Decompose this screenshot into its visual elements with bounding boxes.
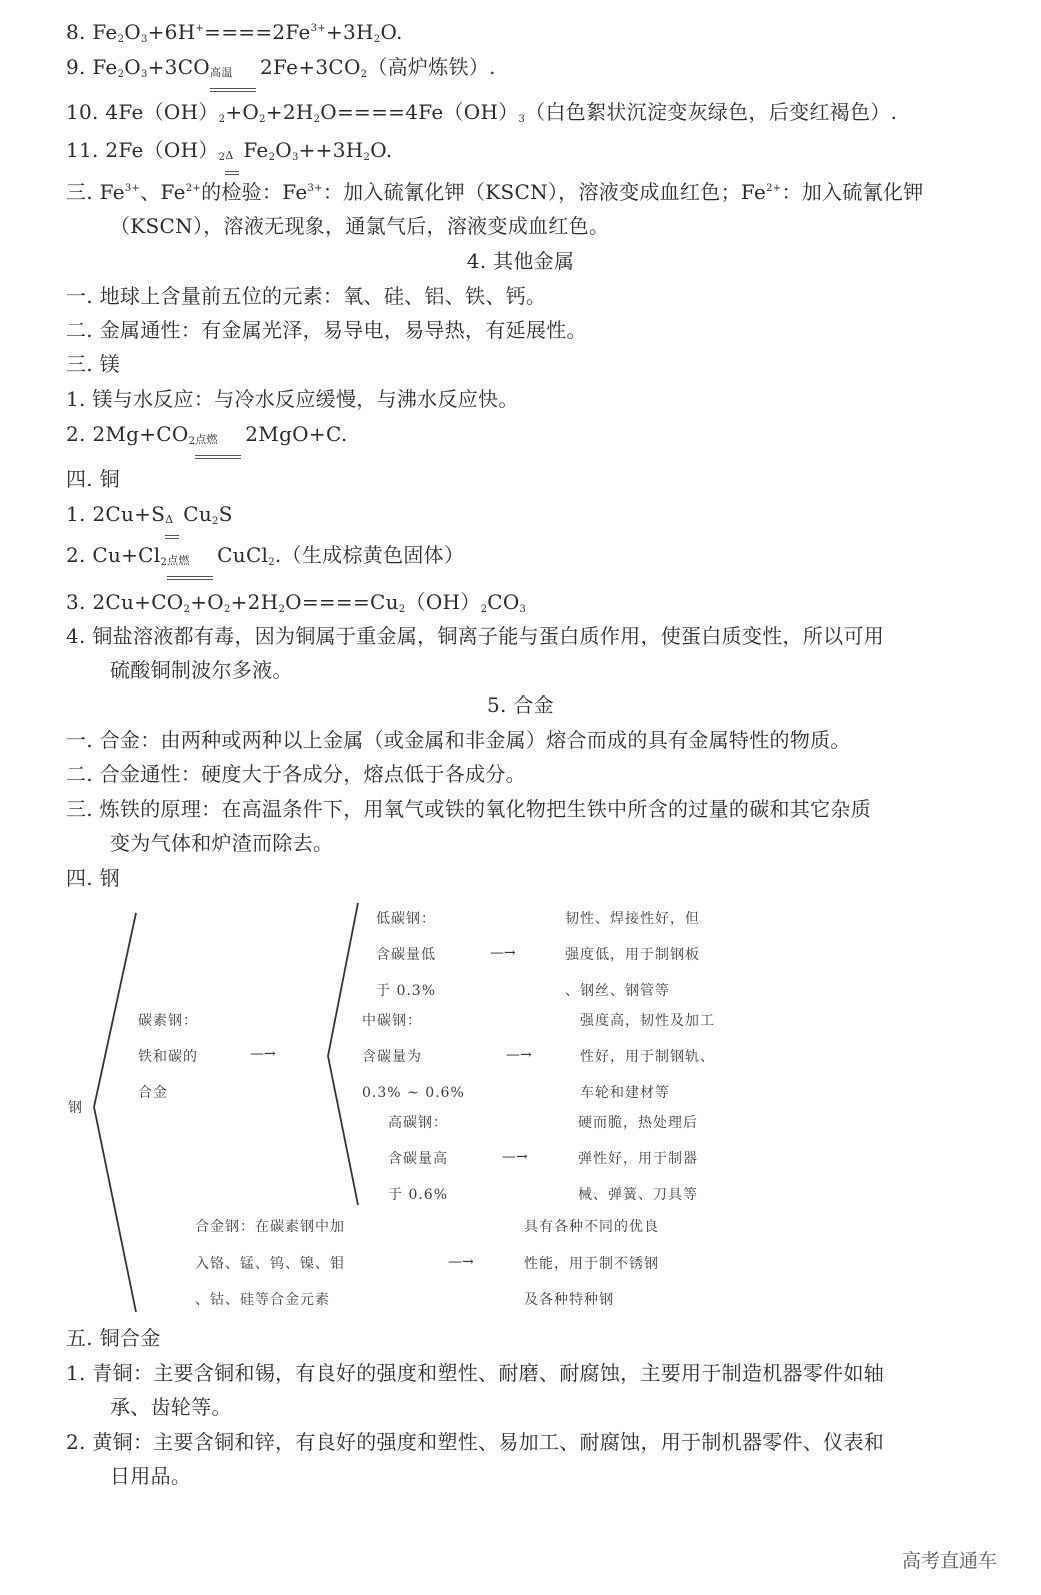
alloy-item-2: 二. 合金通性：硬度大于各成分，熔点低于各成分。 [66, 762, 526, 786]
arrow-icon: —→ [506, 1047, 532, 1063]
alloy-steel-2: 入铬、锰、钨、镍、钼 [195, 1256, 345, 1272]
carbon-steel-label-3: 合金 [138, 1085, 168, 1101]
mid-carbon-2: 含碳量为 [362, 1049, 422, 1065]
high-carbon-2: 含碳量高 [388, 1151, 448, 1167]
mid-carbon-3: 0.3% ~ 0.6% [362, 1085, 465, 1101]
cu-item-1: 1. 2Cu+SΔ $Cu_2S$ [66, 501, 233, 533]
alloy-item-1: 一. 合金：由两种或两种以上金属（或金属和非金属）熔合而成的具有金属特性的物质。 [66, 728, 851, 752]
cu-item-2: 2. $Cu+Cl_2$点燃 CuCl$_2$.（生成棕黄色固体） [66, 542, 464, 574]
carbon-steel-label-2: 铁和碳的 [138, 1049, 198, 1065]
condition-high-temp: 高温 [210, 60, 260, 86]
heading-copper: 四. 铜 [66, 467, 120, 491]
equation-9: 9. $Fe_2O_3+3CO$高温 $2Fe+3CO_2$（高炉炼铁）. [66, 54, 496, 86]
equation-11: 11. $2Fe(OH)_2\Delta$ $Fe_2O_3++3H_2O$. [66, 137, 392, 169]
watermark: 高考直通车 [901, 1550, 997, 1572]
condition-ignite: 点燃 [167, 548, 217, 574]
carbon-steel-label-1: 碳素钢： [138, 1013, 198, 1029]
condition-heat: Δ [165, 507, 183, 533]
high-carbon-1: 高碳钢： [388, 1115, 448, 1131]
alloy-steel-1: 合金钢：在碳素钢中加 [195, 1219, 345, 1235]
equation-8: 8. $Fe_2O_3+6H^+====2Fe^{3+}+3H_2O$. [66, 20, 403, 45]
high-carbon-use-3: 械、弹簧、刀具等 [578, 1187, 698, 1203]
item-metal-properties: 二. 金属通性：有金属光泽，易导电，易导热，有延展性。 [66, 318, 587, 342]
brass-item-cont: 日用品。 [110, 1464, 192, 1488]
low-carbon-2: 含碳量低 [376, 947, 436, 963]
bronze-item: 1. 青铜：主要含铜和锡，有良好的强度和塑性、耐磨、耐腐蚀，主要用于制造机器零件如轴 [66, 1361, 885, 1385]
arrow-icon: —→ [250, 1046, 276, 1062]
mid-carbon-1: 中碳钢： [362, 1013, 422, 1029]
condition-ignite: 点燃 [195, 427, 245, 453]
diagram-root-steel: 钢 [68, 1100, 83, 1116]
low-carbon-3: 于 0.3% [376, 983, 437, 999]
arrow-icon: —→ [490, 945, 516, 961]
low-carbon-use-2: 强度低，用于制钢板 [565, 947, 700, 963]
brass-item: 2. 黄铜：主要含铜和锌，有良好的强度和塑性、易加工、耐腐蚀，用于制机器零件、仪表和 [66, 1430, 885, 1454]
alloy-steel-use-2: 性能，用于制不锈钢 [524, 1256, 659, 1272]
mg-item-2: 2. $2Mg+CO_2$点燃 2MgO+C. [66, 421, 348, 453]
low-carbon-use-3: 、钢丝、钢管等 [565, 983, 670, 999]
alloy-steel-use-3: 及各种特种钢 [524, 1292, 614, 1308]
iron-ion-test: 三. $Fe^{3+}$、$Fe^{2+}$的检验：$Fe^{3+}$：加入硫氰化钾（KSCN），溶液变成血红色；$Fe^{2+}$：加入硫氰化钾 [66, 180, 924, 204]
low-carbon-use-1: 韧性、焊接性好，但 [565, 911, 700, 927]
equation-10: 10. $4Fe(OH)_2+O_2+2H_2O====4Fe(OH)_3$（白色絮状沉淀变灰绿色，后变红褐色）. [66, 100, 898, 125]
alloy-steel-use-1: 具有各种不同的优良 [524, 1219, 659, 1235]
mid-carbon-use-3: 车轮和建材等 [580, 1085, 670, 1101]
section-title-alloy: 5. 合金 [487, 693, 554, 717]
arrow-icon: —→ [448, 1254, 474, 1270]
alloy-steel-3: 、钴、硅等合金元素 [195, 1292, 330, 1308]
cu-item-3: 3. $2Cu+CO_2+O_2+2H_2O====Cu_2(OH)_2CO_3$ [66, 590, 527, 615]
alloy-item-3-cont: 变为气体和炉渣而除去。 [110, 831, 334, 855]
arrow-icon: —→ [502, 1149, 528, 1165]
high-carbon-3: 于 0.6% [388, 1187, 449, 1203]
bronze-item-cont: 承、齿轮等。 [110, 1395, 232, 1419]
cu-item-4: 4. 铜盐溶液都有毒，因为铜属于重金属，铜离子能与蛋白质作用，使蛋白质变性，所以可用 [66, 624, 885, 648]
mid-carbon-use-2: 性好，用于制钢轨、 [580, 1049, 715, 1065]
high-carbon-use-1: 硬而脆，热处理后 [578, 1115, 698, 1131]
item-elements: 一. 地球上含量前五位的元素：氧、硅、铝、铁、钙。 [66, 284, 547, 308]
heading-copper-alloy: 五. 铜合金 [66, 1326, 161, 1350]
mid-carbon-use-1: 强度高，韧性及加工 [580, 1013, 715, 1029]
low-carbon-1: 低碳钢： [376, 911, 436, 927]
iron-ion-test-cont: （KSCN），溶液无现象，通氯气后，溶液变成血红色。 [110, 214, 610, 238]
cu-item-4-cont: 硫酸铜制波尔多液。 [110, 658, 293, 682]
heading-steel: 四. 钢 [66, 866, 120, 890]
section-title-other-metals: 4. 其他金属 [466, 249, 575, 273]
high-carbon-use-2: 弹性好，用于制器 [578, 1151, 698, 1167]
mg-item-1: 1. 镁与水反应：与冷水反应缓慢，与沸水反应快。 [66, 387, 519, 411]
heading-magnesium: 三. 镁 [66, 352, 120, 376]
alloy-item-3: 三. 炼铁的原理：在高温条件下，用氧气或铁的氧化物把生铁中所含的过量的碳和其它杂质 [66, 797, 872, 821]
condition-heat: Δ [225, 143, 243, 169]
